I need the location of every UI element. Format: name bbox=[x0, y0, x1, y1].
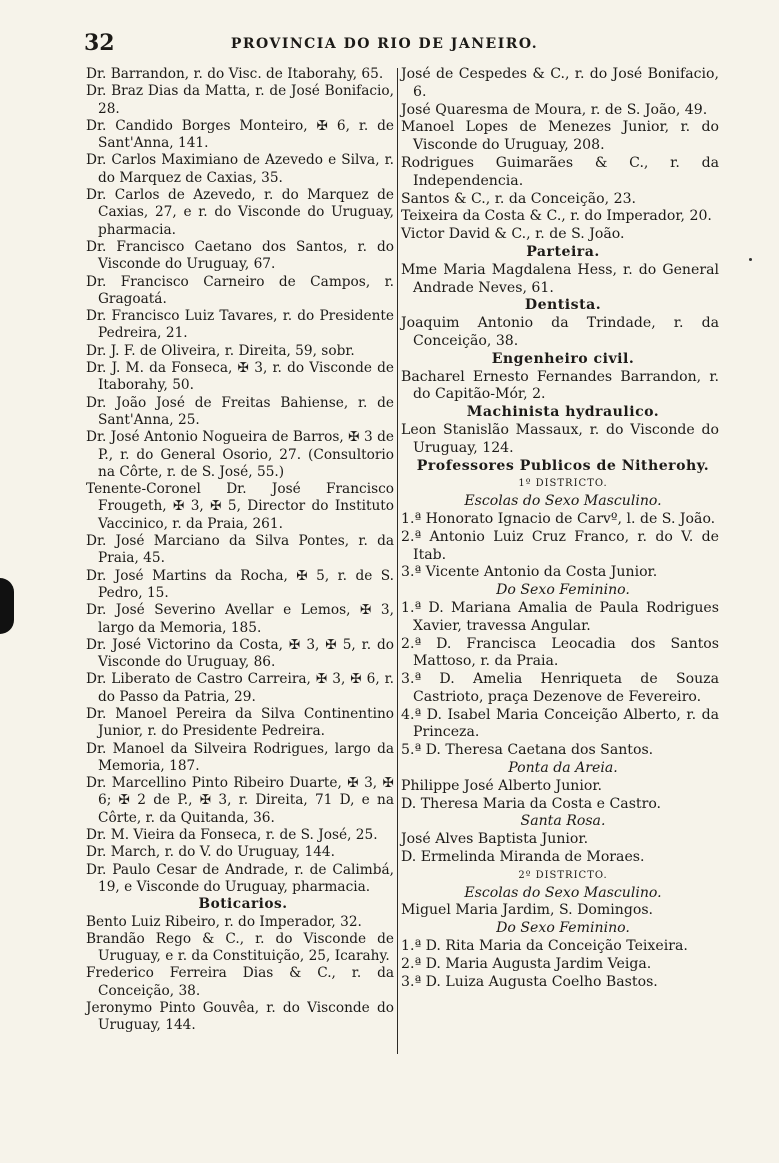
section-heading: Engenheiro civil. bbox=[491, 350, 635, 367]
directory-entry: Dr. Barrandon, r. do Visc. de Itaborahy, 65. bbox=[86, 66, 384, 82]
directory-entry: 1.ª D. Mariana Amalia de Paula Rodrigues Xavier, travessa Angular. bbox=[401, 599, 719, 634]
subsection-heading: Escolas do Sexo Masculino. bbox=[464, 493, 662, 510]
directory-entry: 4.ª D. Isabel Maria Conceição Alberto, r. da Princeza. bbox=[401, 706, 719, 741]
right-column bbox=[401, 66, 719, 991]
directory-entry: Tenente-Coronel Dr. José Francisco Frougeth, ✠ 3, ✠ 5, Director do Instituto Vaccinico, r. da Praia, 261. bbox=[86, 481, 394, 532]
directory-entry: Santos & C., r. da Conceição, 23. bbox=[401, 190, 637, 207]
directory-entry: Manoel Lopes de Menezes Junior, r. do Visconde do Uruguay, 208. bbox=[401, 119, 719, 154]
directory-entry: Dr. J. F. de Oliveira, r. Direita, 59, sobr. bbox=[86, 342, 355, 359]
directory-entry: Dr. José Severino Avellar e Lemos, ✠ 3, largo da Memoria, 185. bbox=[86, 602, 394, 636]
section-heading: Professores Publicos de Nitherohy. bbox=[416, 457, 710, 474]
column-divider bbox=[397, 68, 398, 1054]
directory-entry: Dr. José Marciano da Silva Pontes, r. da Praia, 45. bbox=[86, 533, 394, 567]
subsection-heading: Escolas do Sexo Masculino. bbox=[464, 884, 662, 901]
directory-entry: Dr. Manoel Pereira da Silva Continentino Junior, r. do Presidente Pedreira. bbox=[86, 705, 394, 740]
directory-entry: Miguel Maria Jardim, S. Domingos. bbox=[401, 902, 654, 919]
directory-entry: José Quaresma de Moura, r. de S. João, 49. bbox=[401, 101, 708, 118]
directory-entry: 3.ª D. Luiza Augusta Coelho Bastos. bbox=[401, 973, 658, 990]
subsection-heading: Ponta da Areia. bbox=[508, 760, 618, 777]
directory-entry: 5.ª D. Theresa Caetana dos Santos. bbox=[401, 742, 654, 759]
directory-entry: D. Theresa Maria da Costa e Castro. bbox=[401, 795, 662, 812]
directory-entry: Bento Luiz Ribeiro, r. do Imperador, 32. bbox=[86, 913, 362, 930]
directory-entry: Dr. Carlos Maximiano de Azevedo e Silva, r. do Marquez de Caxias, 35. bbox=[86, 152, 394, 186]
running-head: PROVINCIA DO RIO DE JANEIRO. bbox=[230, 36, 539, 52]
directory-entry: Dr. Marcellino Pinto Ribeiro Duarte, ✠ 3, ✠ 6; ✠ 2 de P., ✠ 3, r. Direita, 71 D, e na Côrte, r. da Quitanda, 36. bbox=[86, 775, 394, 826]
directory-entry: José Alves Baptista Junior. bbox=[401, 831, 589, 848]
section-heading: Boticarios. bbox=[198, 896, 288, 913]
directory-entry: Teixeira da Costa & C., r. do Imperador, 20. bbox=[401, 208, 712, 225]
directory-entry: Dr. M. Vieira da Fonseca, r. de S. José, 25. bbox=[86, 827, 378, 844]
section-heading: Dentista. bbox=[524, 297, 602, 314]
directory-entry: Dr. Carlos de Azevedo, r. do Marquez de Caxias, 27, e r. do Visconde do Uruguay, pharmacia. bbox=[86, 187, 394, 238]
directory-entry: Dr. José Martins da Rocha, ✠ 5, r. de S. Pedro, 15. bbox=[86, 567, 394, 601]
section-heading: Machinista hydraulico. bbox=[466, 404, 660, 421]
directory-entry: Dr. Francisco Luiz Tavares, r. do Presidente Pedreira, 21. bbox=[86, 308, 394, 342]
left-column bbox=[86, 66, 394, 1035]
directory-entry: Dr. Francisco Carneiro de Campos, r. Gragoatá. bbox=[86, 273, 394, 307]
directory-entry: Leon Stanislão Massaux, r. do Visconde do Uruguay, 124. bbox=[401, 421, 719, 456]
section-heading: Parteira. bbox=[526, 243, 600, 260]
directory-entry: Bacharel Ernesto Fernandes Barrandon, r. do Capitão-Mór, 2. bbox=[401, 368, 719, 403]
directory-entry: 2.ª D. Maria Augusta Jardim Veiga. bbox=[401, 955, 652, 972]
subsection-heading: Do Sexo Feminino. bbox=[496, 920, 630, 937]
subsection-heading: Do Sexo Feminino. bbox=[496, 582, 630, 599]
directory-entry: Dr. J. M. da Fonseca, ✠ 3, r. do Visconde de Itaborahy, 50. bbox=[86, 360, 394, 394]
district-heading: 2º DISTRICTO. bbox=[518, 869, 608, 881]
directory-entry: 3.ª Vicente Antonio da Costa Junior. bbox=[401, 564, 658, 581]
directory-entry: Jeronymo Pinto Gouvêa, r. do Visconde do Uruguay, 144. bbox=[86, 1000, 394, 1034]
directory-entry: Philippe José Alberto Junior. bbox=[401, 777, 603, 794]
subsection-heading: Santa Rosa. bbox=[520, 813, 606, 830]
directory-entry: Dr. Liberato de Castro Carreira, ✠ 3, ✠ 6, r. do Passo da Patria, 29. bbox=[86, 671, 394, 705]
directory-entry: Dr. João José de Freitas Bahiense, r. de Sant'Anna, 25. bbox=[86, 394, 394, 428]
directory-entry: Dr. Manoel da Silveira Rodrigues, largo da Memoria, 187. bbox=[86, 740, 394, 774]
directory-entry: Dr. José Antonio Nogueira de Barros, ✠ 3 de P., r. do General Osorio, 27. (Consultorio na Côrte, r. de S. José, 55.) bbox=[86, 429, 394, 480]
directory-entry: 2.ª D. Francisca Leocadia dos Santos Mattoso, r. da Praia. bbox=[401, 635, 719, 670]
directory-entry: Joaquim Antonio da Trindade, r. da Conceição, 38. bbox=[401, 315, 719, 349]
ink-speck bbox=[749, 258, 752, 261]
directory-entry: Victor David & C., r. de S. João. bbox=[401, 226, 625, 243]
directory-entry: Dr. Paulo Cesar de Andrade, r. de Calimbá, 19, e Visconde do Uruguay, pharmacia. bbox=[86, 861, 394, 895]
directory-entry: Frederico Ferreira Dias & C., r. da Conceição, 38. bbox=[86, 965, 394, 999]
directory-entry: Dr. Candido Borges Monteiro, ✠ 6, r. de Sant'Anna, 141. bbox=[86, 117, 394, 152]
directory-entry: D. Ermelinda Miranda de Moraes. bbox=[401, 849, 645, 866]
district-heading: 1º DISTRICTO. bbox=[518, 478, 608, 490]
directory-entry: José de Cespedes & C., r. do José Bonifacio, 6. bbox=[401, 66, 719, 100]
page-number: 32 bbox=[84, 30, 115, 56]
directory-entry: 1.ª Honorato Ignacio de Carvº, l. de S. João. bbox=[401, 510, 716, 527]
ink-blot bbox=[0, 578, 14, 634]
directory-entry: Mme Maria Magdalena Hess, r. do General Andrade Neves, 61. bbox=[401, 261, 719, 296]
directory-entry: Dr. Francisco Caetano dos Santos, r. do Visconde do Uruguay, 67. bbox=[86, 238, 394, 273]
directory-entry: Dr. March, r. do V. do Uruguay, 144. bbox=[86, 844, 335, 861]
directory-entry: 2.ª Antonio Luiz Cruz Franco, r. do V. de Itab. bbox=[401, 528, 719, 563]
directory-entry: Brandão Rego & C., r. do Visconde de Uruguay, e r. da Constituição, 25, Icarahy. bbox=[86, 930, 394, 965]
directory-entry: Rodrigues Guimarães & C., r. da Independencia. bbox=[401, 154, 719, 189]
directory-entry: Dr. José Victorino da Costa, ✠ 3, ✠ 5, r. do Visconde do Uruguay, 86. bbox=[86, 636, 394, 671]
directory-entry: Dr. Braz Dias da Matta, r. de José Bonifacio, 28. bbox=[86, 83, 394, 117]
directory-entry: 3.ª D. Amelia Henriqueta de Souza Castrioto, praça Dezenove de Fevereiro. bbox=[401, 671, 719, 705]
directory-entry: 1.ª D. Rita Maria da Conceição Teixeira. bbox=[401, 938, 688, 955]
